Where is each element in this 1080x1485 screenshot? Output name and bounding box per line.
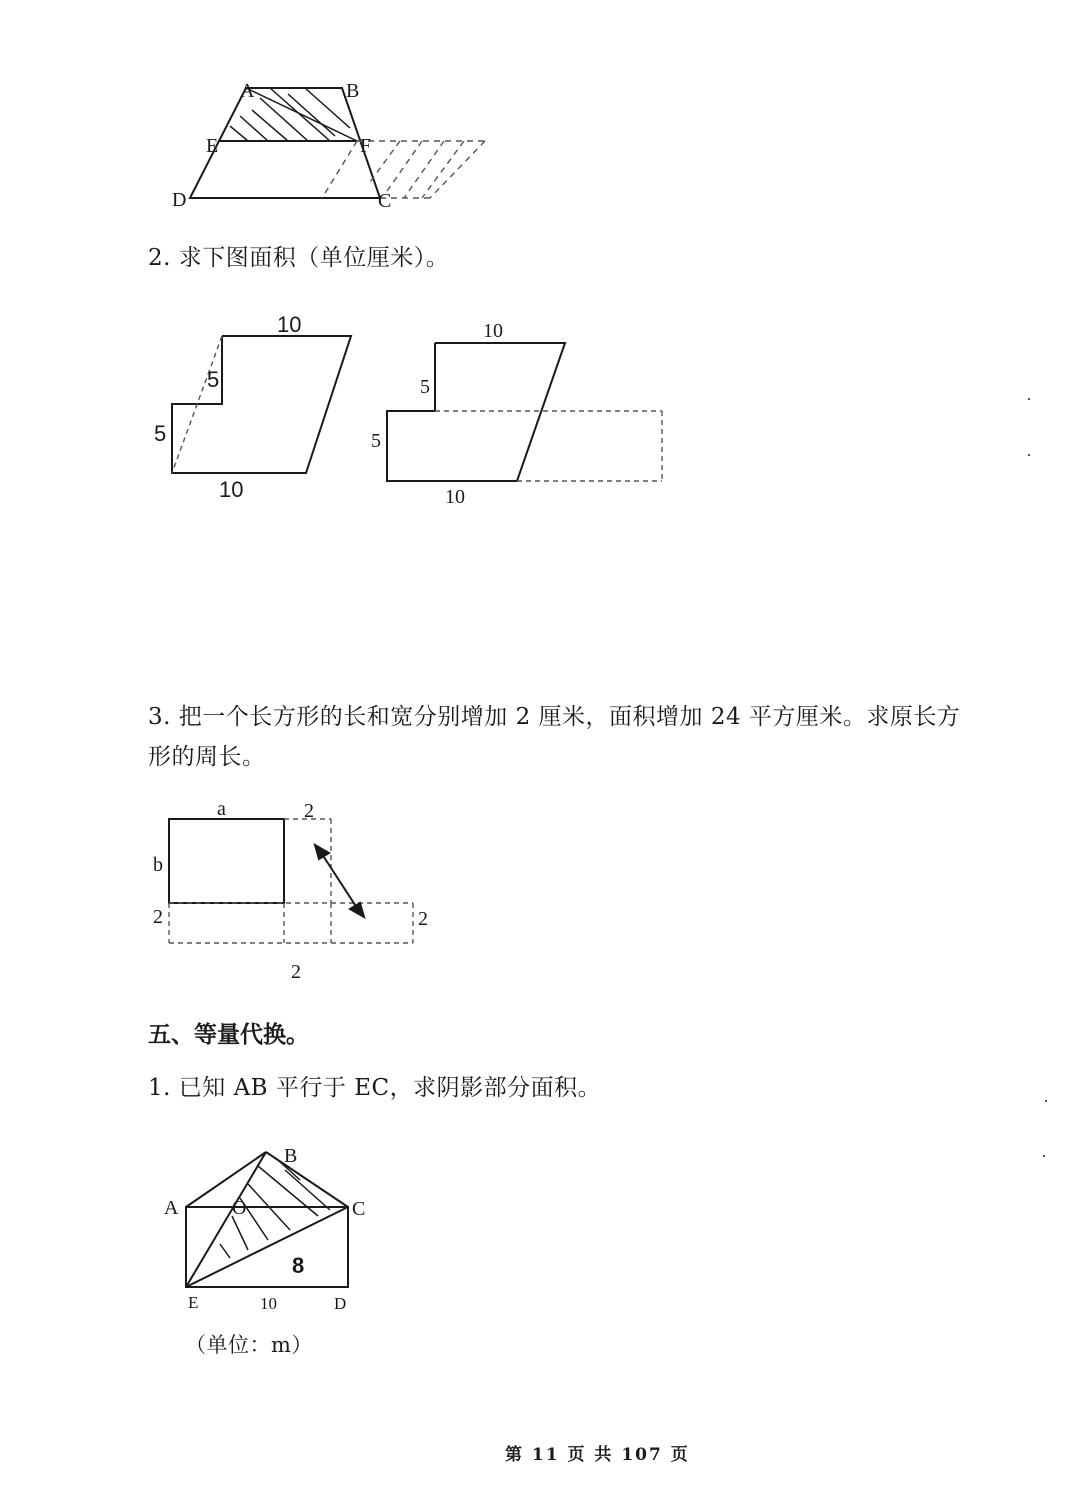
label-top: 10 bbox=[483, 320, 503, 342]
label-d: D bbox=[172, 189, 187, 211]
label-bottom: 10 bbox=[219, 477, 244, 502]
label-upper-left: 5 bbox=[420, 376, 430, 398]
figure-section5-q1 bbox=[160, 1140, 390, 1320]
dashed-extensions bbox=[169, 819, 413, 943]
scan-mark bbox=[1028, 454, 1030, 456]
label-area: 8 bbox=[292, 1253, 305, 1278]
scan-mark bbox=[1045, 1100, 1047, 1102]
label-c: C bbox=[352, 1198, 366, 1220]
unit-note: （单位：m） bbox=[185, 1333, 313, 1357]
label-right-side: 2 bbox=[418, 908, 428, 930]
label-b: B bbox=[346, 80, 360, 102]
page-footer: 第 11 页 共 107 页 bbox=[505, 1445, 690, 1465]
figure-trapezoid-abcd bbox=[160, 70, 500, 220]
dashed-translation bbox=[322, 141, 485, 198]
label-bottom: 2 bbox=[291, 961, 301, 983]
scan-mark bbox=[1028, 398, 1030, 400]
label-top-right: 2 bbox=[304, 800, 314, 822]
section-5-title: 五、等量代换。 bbox=[148, 1022, 309, 1048]
label-e: E bbox=[188, 1293, 199, 1312]
label-base: 10 bbox=[260, 1294, 277, 1313]
figure-q2-left bbox=[145, 305, 365, 505]
section-5-q1-text: 1. 已知 AB 平行于 EC，求阴影部分面积。 bbox=[148, 1075, 602, 1101]
shape-outline bbox=[172, 336, 351, 473]
label-bottom: 10 bbox=[445, 486, 465, 508]
shape-outline bbox=[387, 343, 565, 481]
label-top: 10 bbox=[277, 312, 302, 337]
dashed-rectangle bbox=[435, 411, 662, 481]
label-c: C bbox=[378, 190, 392, 212]
question-3-line1: 3. 把一个长方形的长和宽分别增加 2 厘米，面积增加 24 平方厘米。求原长方 bbox=[148, 704, 961, 730]
question-3-line2: 形的周长。 bbox=[148, 744, 266, 770]
label-a: a bbox=[217, 798, 226, 820]
label-left: 5 bbox=[154, 421, 167, 446]
question-2-text: 2. 求下图面积（单位厘米）。 bbox=[148, 245, 450, 271]
label-a: A bbox=[164, 1197, 179, 1219]
trapezoid-outline bbox=[190, 88, 380, 198]
original-rectangle bbox=[169, 819, 284, 903]
label-lower-left: 5 bbox=[371, 430, 381, 452]
label-d: D bbox=[334, 1294, 347, 1313]
segment-ab bbox=[186, 1152, 266, 1207]
label-o: O bbox=[232, 1197, 247, 1219]
label-left-bottom: 2 bbox=[153, 906, 163, 928]
figure-q2-right bbox=[365, 315, 675, 515]
label-e: E bbox=[206, 135, 219, 157]
label-b: b bbox=[153, 854, 163, 876]
label-b: B bbox=[284, 1145, 298, 1167]
label-step: 5 bbox=[207, 367, 220, 392]
label-a: A bbox=[240, 80, 255, 102]
label-f: F bbox=[360, 135, 372, 157]
figure-q3-rectangle bbox=[145, 795, 445, 990]
scan-mark bbox=[1043, 1155, 1045, 1157]
double-arrow bbox=[315, 845, 364, 917]
